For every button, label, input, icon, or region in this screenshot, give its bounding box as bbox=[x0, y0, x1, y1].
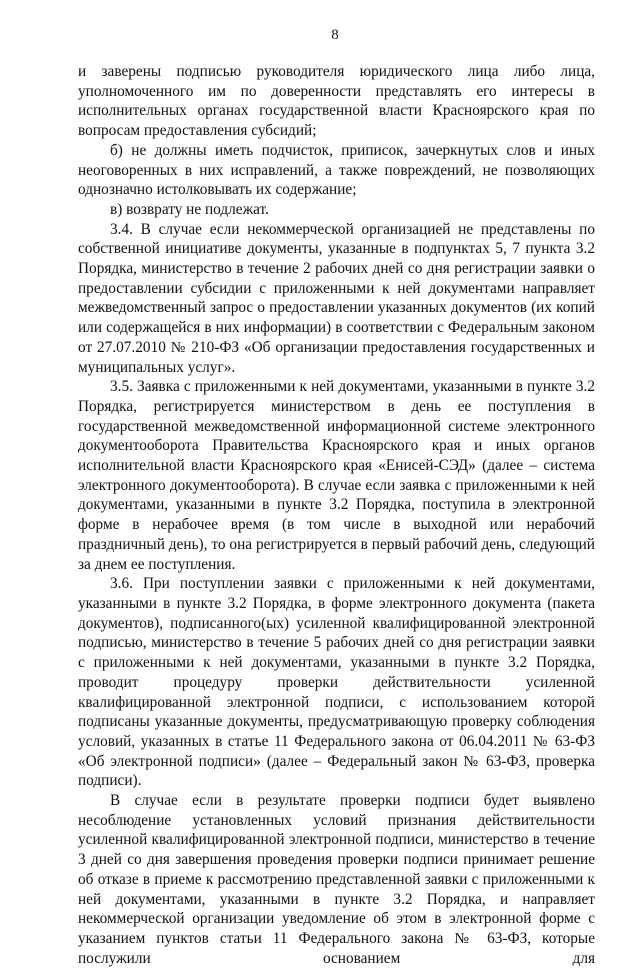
paragraph-clause-3-4: 3.4. В случае если некоммерческой организацией не представлены по собственной инициативе документы, указанные в подпунктах 5, 7 пункта 3.2 Порядка, министерство в течение 2 рабочих дней со дня регистрации заявки о предоставлении субсидии с приложенными к ней документами направляет межведомственный запрос о предоставлении указанных документов (их копий или содержащейся в них информации) в соответствии с Федеральным законом от 27.07.2010 № 210-ФЗ «Об организации предоставления государственных и муниципальных услуг». bbox=[78, 220, 595, 376]
paragraph-clause-3-6: 3.6. При поступлении заявки с приложенными к ней документами, указанными в пункте 3.2 Порядка, в форме электронного документа (пакета документов), подписанного(ых) усиленной квалифицированной электронной подписью, министерство в течение 5 рабочих дней со дня регистрации заявки с приложенными к ней документами, указанными в пункте 3.2 Порядка, проводит процедуру проверки действительности усиленной квалифицированной электронной подписи, с использованием которой подписаны указанные документы, предусматривающую проверку соблюдения условий, указанных в статье 11 Федерального закона от 06.04.2011 № 63-ФЗ «Об электронной подписи» (далее – Федеральный закон № 63-ФЗ, проверка подписи). bbox=[78, 575, 595, 790]
paragraph-item-v: в) возврату не подлежат. bbox=[110, 200, 269, 218]
page-number: 8 bbox=[331, 27, 339, 43]
paragraph-item-b: б) не должны иметь подчисток, приписок, зачеркнутых слов и иных неоговоренных в них исправлений, а также повреждений, не позволяющих однозначно истолковывать их содержание; bbox=[78, 141, 595, 199]
document-page bbox=[78, 26, 595, 968]
paragraph-clause-3-5: 3.5. Заявка с приложенными к ней документами, указанными в пункте 3.2 Порядка, регистрируется министерством в день ее поступления в государственной межведомственной информационной системе электронного документооборота Правительства Красноярского края и иных органов исполнительной власти Красноярского края «Енисей-СЭД» (далее – система электронного документооборота). В случае если заявка с приложенными к ней документами, указанными в пункте 3.2 Порядка, поступила в электронной форме в нерабочее время (в том числе в выходной или нерабочий праздничный день), то она регистрируется в первый рабочий день, следующий за днем ее поступления. bbox=[78, 378, 595, 573]
paragraph-continuation: и заверены подписью руководителя юридического лица либо лица, уполномоченного им по доверенности представлять его интересы в исполнительных органах государственной власти Красноярского края по вопросам предоставления субсидий; bbox=[78, 63, 595, 140]
paragraph-signature-check-failure: В случае если в результате проверки подписи будет выявлено несоблюдение установленных условий признания действительности усиленной квалифицированной электронной подписи, министерство в течение 3 дней со дня завершения проведения проверки подписи принимает решение об отказе в приеме к рассмотрению представленной заявки с приложенными к ней документами, указанными в пункте 3.2 Порядка, и направляет некоммерческой организации уведомление об этом в электронной форме с указанием пунктов статьи 11 Федерального закона № 63-ФЗ, которые послужили основанием для bbox=[78, 792, 595, 967]
